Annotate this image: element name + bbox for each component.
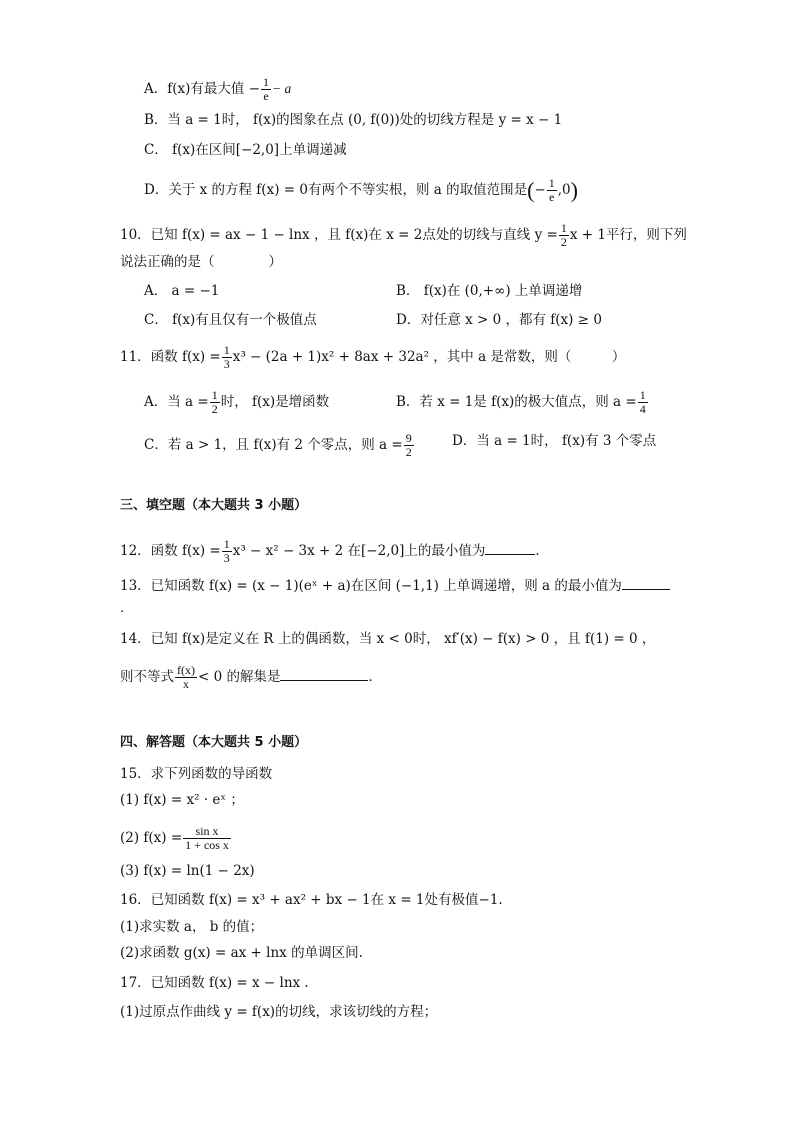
question-text: x³ − x² − 3x + 2 在[−2,0]上的最小值为 <box>232 543 486 559</box>
fraction <box>261 76 271 103</box>
answer-blank[interactable] <box>622 575 670 590</box>
open-paren: ( <box>527 177 535 203</box>
fraction <box>222 538 232 565</box>
question-text: < 0 的解集是 <box>198 669 281 685</box>
q11-stem <box>120 344 625 371</box>
fraction <box>559 222 569 249</box>
fraction-denominator: e <box>549 190 555 204</box>
q11-option-c <box>144 432 415 459</box>
fraction-numerator: f(x) <box>177 663 195 677</box>
fraction <box>210 389 220 416</box>
option-tail: − a <box>272 81 292 96</box>
option-text: A．当 a = <box>144 394 209 410</box>
q13 <box>120 575 670 595</box>
q9-option-a <box>144 76 291 103</box>
fraction <box>183 825 231 852</box>
q10-option-a: A． a = −1 <box>144 283 220 299</box>
question-text: x + 1平行，则下列 <box>569 227 687 243</box>
period: ． <box>368 669 382 685</box>
q15-part-3: (3) f(x) = ln(1 − 2x) <box>120 863 255 879</box>
q15-part-1: (1) f(x) = x² · eˣ ； <box>120 792 244 808</box>
q10-option-d: D．对任意 x > 0 ，都有 f(x) ≥ 0 <box>396 312 602 328</box>
question-text: 10．已知 f(x) = ax − 1 − lnx ，且 f(x)在 x = 2点处的切线与直线 y = <box>120 227 558 243</box>
fraction-denominator: 3 <box>223 551 230 565</box>
fraction-numerator: 1 <box>211 388 218 402</box>
fraction-denominator: 4 <box>639 402 646 416</box>
option-text: f(x)有最大值 <box>167 81 245 97</box>
q14-stem: 14．已知 f(x)是定义在 R 上的偶函数，当 x < 0时， xf′(x) − f(x) > 0 ，且 f(1) = 0 ， <box>120 631 656 647</box>
fraction <box>404 432 414 459</box>
fraction <box>638 389 648 416</box>
fraction-denominator: 2 <box>405 445 412 459</box>
section-heading-solutions: 四、解答题（本大题共 5 小题） <box>120 735 308 750</box>
fraction-denominator: 2 <box>560 235 567 249</box>
fraction-numerator: sin x <box>183 825 231 839</box>
q11-option-a <box>144 389 329 416</box>
question-text: 12．函数 f(x) = <box>120 543 221 559</box>
q10-option-b: B． f(x)在 (0,+∞) 上单调递增 <box>396 283 583 299</box>
option-text: 时， f(x)是增函数 <box>220 394 330 410</box>
q9-option-d <box>144 177 578 204</box>
q16-part-2: (2)求函数 g(x) = ax + lnx 的单调区间. <box>120 945 363 961</box>
option-tail: ,0 <box>557 182 571 198</box>
fraction <box>222 344 232 371</box>
fraction-numerator: 1 <box>223 343 230 357</box>
question-text: (2) f(x) = <box>120 830 183 846</box>
minus-sign: − <box>534 182 546 198</box>
q15-stem: 15．求下列函数的导函数 <box>120 766 273 782</box>
close-paren: ) <box>570 177 578 203</box>
option-text: D．关于 x 的方程 f(x) = 0有两个不等实根，则 a 的取值范围是 <box>144 182 528 198</box>
q17-stem: 17．已知函数 f(x) = x − lnx . <box>120 975 309 991</box>
q12 <box>120 538 549 565</box>
question-text: x³ − (2a + 1)x² + 8ax + 32a² ，其中 a 是常数，则（ ） <box>232 349 626 365</box>
answer-blank[interactable] <box>280 666 368 681</box>
fraction <box>175 664 197 691</box>
fraction-numerator: 1 <box>263 75 270 89</box>
q10-option-c: C． f(x)有且仅有一个极值点 <box>144 312 317 328</box>
option-text: B．若 x = 1是 f(x)的极大值点，则 a = <box>396 394 637 410</box>
fraction-numerator: 1 <box>548 176 555 190</box>
question-text: 13．已知函数 f(x) = (x − 1)(eˣ + a)在区间 (−1,1) 上单调递增，则 a 的最小值为 <box>120 578 622 594</box>
section-heading-fill-blank: 三、填空题（本大题共 3 小题） <box>120 498 308 513</box>
q16-stem: 16．已知函数 f(x) = x³ + ax² + bx − 1在 x = 1处有极值−1. <box>120 892 503 908</box>
fraction-numerator: 1 <box>223 537 230 551</box>
q11-option-d: D．当 a = 1时， f(x)有 3 个零点 <box>452 433 657 449</box>
fraction-denominator: 3 <box>223 357 230 371</box>
period: ． <box>535 543 549 559</box>
fraction <box>547 177 557 204</box>
fraction-denominator: 2 <box>211 402 218 416</box>
q16-part-1: (1)求实数 a， b 的值； <box>120 919 264 935</box>
q14-cont <box>120 664 382 691</box>
question-text: 11．函数 f(x) = <box>120 349 221 365</box>
fraction-numerator: 9 <box>405 431 412 445</box>
fraction-denominator: e <box>263 89 269 103</box>
q10-stem <box>120 222 687 249</box>
q11-option-b <box>396 389 649 416</box>
fraction-numerator: 1 <box>560 221 567 235</box>
q17-part-1: (1)过原点作曲线 y = f(x)的切线，求该切线的方程； <box>120 1004 438 1020</box>
q10-stem-cont: 说法正确的是（ ） <box>120 254 282 270</box>
question-text: 则不等式 <box>120 669 174 685</box>
q9-option-c: C． f(x)在区间[−2,0]上单调递减 <box>144 142 347 158</box>
option-text: C．若 a > 1，且 f(x)有 2 个零点，则 a = <box>144 437 403 453</box>
q9-option-b: B．当 a = 1时， f(x)的图象在点 (0, f(0))处的切线方程是 y = x − 1 <box>144 112 563 128</box>
fraction-denominator: 1 + cos x <box>185 838 229 852</box>
minus-sign: − <box>248 81 261 97</box>
answer-blank[interactable] <box>485 540 535 555</box>
fraction-numerator: 1 <box>639 388 646 402</box>
q13-end: ． <box>120 600 134 616</box>
fraction-denominator: x <box>183 677 189 691</box>
q15-part-2 <box>120 825 232 852</box>
option-label: A． <box>144 81 168 97</box>
